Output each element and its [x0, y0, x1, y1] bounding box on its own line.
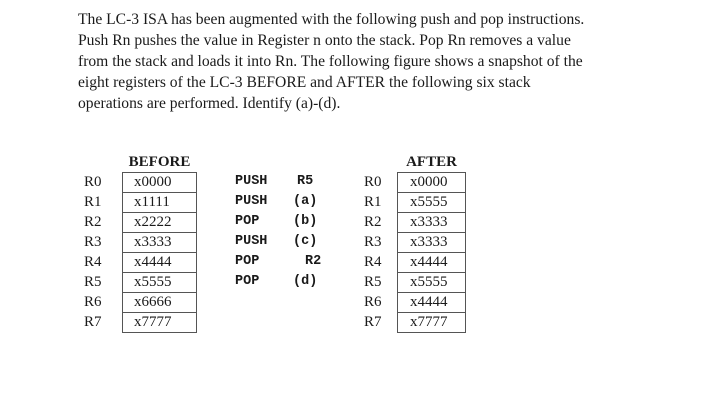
register-value: x4444	[123, 253, 197, 273]
register-name: R1	[84, 194, 102, 210]
register-name: R7	[84, 314, 102, 330]
operation-row	[235, 272, 321, 292]
operation-row	[235, 212, 321, 232]
operation-name: POP	[235, 254, 260, 269]
statement-line: The LC-3 ISA has been augmented with the following push and pop instructions.	[78, 11, 585, 28]
statement-line: from the stack and loads it into Rn. The following figure shows a snapshot of the	[78, 53, 583, 70]
register-row	[364, 233, 466, 253]
register-value: x6666	[123, 293, 197, 313]
operation-argument: (a)	[293, 194, 318, 209]
operation-row	[235, 172, 321, 192]
register-value: x0000	[123, 173, 197, 193]
operation-name: POP	[235, 274, 260, 289]
operation-argument: (c)	[293, 234, 318, 249]
register-value: x5555	[398, 273, 466, 293]
register-value: x5555	[398, 193, 466, 213]
register-name: R5	[84, 274, 102, 290]
operation-row	[235, 232, 321, 252]
register-row	[84, 273, 197, 293]
after-register-table	[364, 152, 466, 333]
before-heading: BEFORE	[128, 154, 191, 170]
register-value: x4444	[398, 253, 466, 273]
register-name: R1	[364, 194, 382, 210]
register-name: R2	[364, 214, 382, 230]
register-name: R0	[364, 174, 382, 190]
operation-row	[235, 192, 321, 212]
operation-argument: R2	[305, 254, 322, 269]
operation-argument: (d)	[293, 274, 318, 289]
register-value: x5555	[123, 273, 197, 293]
register-name: R6	[84, 294, 102, 310]
before-register-table	[84, 152, 197, 333]
register-row	[84, 313, 197, 333]
statement-line: operations are performed. Identify (a)-(d).	[78, 95, 341, 112]
operation-name: PUSH	[235, 194, 268, 209]
register-name: R7	[364, 314, 382, 330]
register-value: x7777	[123, 313, 197, 333]
operation-name: POP	[235, 214, 260, 229]
problem-statement	[78, 9, 658, 114]
register-row	[84, 193, 197, 213]
register-name: R4	[84, 254, 102, 270]
register-value: x3333	[123, 233, 197, 253]
operation-argument: (b)	[293, 214, 318, 229]
register-name: R3	[364, 234, 382, 250]
register-name: R2	[84, 214, 102, 230]
register-row	[84, 233, 197, 253]
register-value: x4444	[398, 293, 466, 313]
register-row	[364, 293, 466, 313]
register-name: R0	[84, 174, 102, 190]
register-name: R5	[364, 274, 382, 290]
register-row	[364, 273, 466, 293]
register-row	[364, 213, 466, 233]
register-name: R4	[364, 254, 382, 270]
register-value: x2222	[123, 213, 197, 233]
operation-argument: R5	[297, 174, 314, 189]
operation-name: PUSH	[235, 174, 268, 189]
register-row	[364, 313, 466, 333]
register-name: R6	[364, 294, 382, 310]
stack-operations-list	[235, 172, 321, 292]
operation-row	[235, 252, 321, 272]
register-value: x1111	[123, 193, 197, 213]
register-row	[84, 253, 197, 273]
register-value: x3333	[398, 213, 466, 233]
register-row	[84, 293, 197, 313]
register-row	[364, 193, 466, 213]
register-row	[84, 213, 197, 233]
register-value: x7777	[398, 313, 466, 333]
register-value: x3333	[398, 233, 466, 253]
register-row	[364, 253, 466, 273]
statement-line: Push Rn pushes the value in Register n onto the stack. Pop Rn removes a value	[78, 32, 571, 49]
register-row	[84, 173, 197, 193]
operation-name: PUSH	[235, 234, 268, 249]
register-row	[364, 173, 466, 193]
register-value: x0000	[398, 173, 466, 193]
register-name: R3	[84, 234, 102, 250]
statement-line: eight registers of the LC-3 BEFORE and AFTER the following six stack	[78, 74, 531, 91]
after-heading: AFTER	[406, 154, 457, 170]
